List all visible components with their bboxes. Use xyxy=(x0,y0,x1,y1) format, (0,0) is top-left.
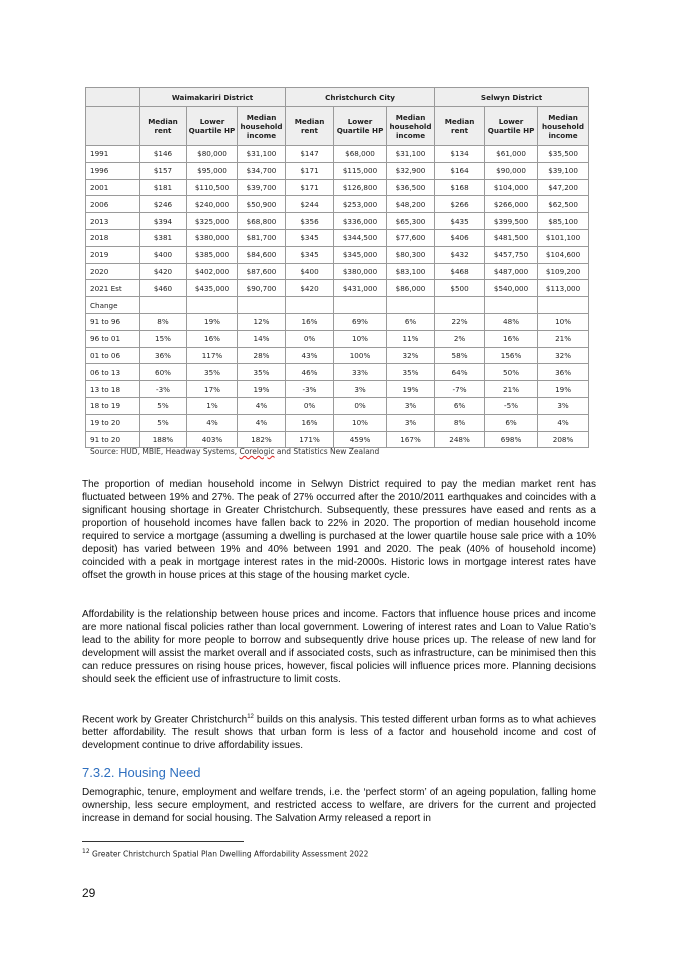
table-cell: 15% xyxy=(140,330,187,347)
table-cell: 28% xyxy=(238,347,286,364)
table-cell: $164 xyxy=(435,162,485,179)
table-row xyxy=(86,162,589,179)
table-cell: 64% xyxy=(435,364,485,381)
table-cell: $435 xyxy=(435,213,485,230)
table-cell: $356 xyxy=(286,213,334,230)
row-label: 01 to 06 xyxy=(86,347,140,364)
paragraph-text: builds on this analysis. This tested different urban forms as to what achieves better affordability. The result shows that urban form is less of a factor and household income and cost of development continue to drive affordability issues. xyxy=(82,714,596,752)
table-cell: $432 xyxy=(435,246,485,263)
column-header: Median household income xyxy=(538,107,589,146)
group-header: Christchurch City xyxy=(286,88,435,107)
change-section-row xyxy=(86,297,589,314)
row-label: 19 to 20 xyxy=(86,414,140,431)
table-cell: 36% xyxy=(140,347,187,364)
table-cell: 16% xyxy=(187,330,238,347)
table-cell: $90,000 xyxy=(485,162,538,179)
table-cell: $399,500 xyxy=(485,213,538,230)
table-cell: 17% xyxy=(187,381,238,398)
table-cell: 698% xyxy=(485,431,538,448)
table-cell: $83,100 xyxy=(387,263,435,280)
table-cell: $500 xyxy=(435,280,485,297)
table-cell: $171 xyxy=(286,179,334,196)
table-cell: $394 xyxy=(140,213,187,230)
table-cell: 3% xyxy=(538,397,589,414)
table-cell: $171 xyxy=(286,162,334,179)
table-cell: 8% xyxy=(435,414,485,431)
table-cell xyxy=(485,297,538,314)
table-cell: 2% xyxy=(435,330,485,347)
table-cell: 4% xyxy=(238,414,286,431)
table-cell: $345,000 xyxy=(334,246,387,263)
table-cell: $420 xyxy=(140,263,187,280)
table-cell: $68,800 xyxy=(238,213,286,230)
table-cell xyxy=(334,297,387,314)
table-cell: 33% xyxy=(334,364,387,381)
table-cell: $385,000 xyxy=(187,246,238,263)
column-header: Median rent xyxy=(140,107,187,146)
table-cell: 6% xyxy=(435,397,485,414)
table-cell: $481,500 xyxy=(485,229,538,246)
table-cell: 11% xyxy=(387,330,435,347)
table-row xyxy=(86,263,589,280)
table-cell: 10% xyxy=(334,330,387,347)
table-cell: $80,300 xyxy=(387,246,435,263)
row-label: 96 to 01 xyxy=(86,330,140,347)
body-paragraph: The proportion of median household income in Selwyn District required to pay the median market rent has fluctuated between 19% and 27%. The peak of 27% occurred after the 2010/2011 earthquakes and coincides with a significant housing shortage in Greater Christchurch. Subsequently, these pressures have eased and rents as a proportion of household incomes have fallen back to 22% in 2020. The proportion of median household income required to service a mortgage (assuming a dwelling is purchased at the lower quartile house sale price with a 10% deposit) has varied between 19% and 40% between 1991 and 2020. The peak (40% of household income) coincided with a peak in mortgage interest rates in the mid-2000s. Historic lows in mortgage interest rates have offset the growth in house prices at this stage of the housing market cycle. xyxy=(82,479,596,581)
table-cell: 32% xyxy=(387,347,435,364)
footnote-text: Greater Christchurch Spatial Plan Dwelling Affordability Assessment 2022 xyxy=(89,849,369,859)
table-cell: $181 xyxy=(140,179,187,196)
table-cell: $380,000 xyxy=(334,263,387,280)
table-cell: $90,700 xyxy=(238,280,286,297)
column-header: Median rent xyxy=(435,107,485,146)
table-cell: $246 xyxy=(140,196,187,213)
row-label: 2006 xyxy=(86,196,140,213)
body-paragraph: Affordability is the relationship between house prices and income. Factors that influence house prices and income are more national fiscal policies rather than local government. Lowering of interest rates and Loan to Value Ratio’s lead to the ability for more people to borrow and subsequently drive house prices up. The release of new land for development will assist the market overall and if associated costs, such as infrastructure, can be minimised then this can reduce pressures on rising house prices, however, fiscal policies will influence prices more. Planning decisions should seek the efficient use of infrastructure to limit costs. xyxy=(82,609,596,685)
table-cell: $104,000 xyxy=(485,179,538,196)
column-header: Median rent xyxy=(286,107,334,146)
table-cell: $345 xyxy=(286,229,334,246)
table-cell xyxy=(238,297,286,314)
table-cell: $400 xyxy=(140,246,187,263)
table-cell: 6% xyxy=(387,313,435,330)
table-cell: $95,000 xyxy=(187,162,238,179)
table-cell: 156% xyxy=(485,347,538,364)
table-cell: $402,000 xyxy=(187,263,238,280)
table-corner-cell xyxy=(86,88,140,107)
table-row xyxy=(86,146,589,163)
table-cell: 35% xyxy=(187,364,238,381)
table-cell: 43% xyxy=(286,347,334,364)
table-row xyxy=(86,196,589,213)
table-cell: $86,000 xyxy=(387,280,435,297)
table-cell xyxy=(286,297,334,314)
table-cell: 8% xyxy=(140,313,187,330)
table-cell: $61,000 xyxy=(485,146,538,163)
column-header: Median household income xyxy=(238,107,286,146)
section-heading: 7.3.2. Housing Need xyxy=(82,765,201,780)
table-cell: $406 xyxy=(435,229,485,246)
table-cell: 14% xyxy=(238,330,286,347)
table-cell: 19% xyxy=(238,381,286,398)
row-label: 2021 Est xyxy=(86,280,140,297)
table-cell: $126,800 xyxy=(334,179,387,196)
table-cell: 5% xyxy=(140,397,187,414)
table-cell: $146 xyxy=(140,146,187,163)
table-cell: 167% xyxy=(387,431,435,448)
table-cell: $253,000 xyxy=(334,196,387,213)
row-label: 18 to 19 xyxy=(86,397,140,414)
table-cell: 16% xyxy=(485,330,538,347)
table-row xyxy=(86,229,589,246)
group-header: Waimakariri District xyxy=(140,88,286,107)
table-cell: 16% xyxy=(286,313,334,330)
table-cell: $39,700 xyxy=(238,179,286,196)
table-cell: 69% xyxy=(334,313,387,330)
table-cell: $457,750 xyxy=(485,246,538,263)
table-cell: 21% xyxy=(538,330,589,347)
table-cell: 208% xyxy=(538,431,589,448)
footnote-mark: 12 xyxy=(82,848,90,855)
table-cell: $266,000 xyxy=(485,196,538,213)
table-cell: $50,900 xyxy=(238,196,286,213)
table-cell: $32,900 xyxy=(387,162,435,179)
table-cell: $336,000 xyxy=(334,213,387,230)
housing-affordability-table-container xyxy=(85,87,588,448)
table-cell: 0% xyxy=(334,397,387,414)
row-label: 91 to 96 xyxy=(86,313,140,330)
table-cell: $344,500 xyxy=(334,229,387,246)
table-cell: $34,700 xyxy=(238,162,286,179)
table-cell: 0% xyxy=(286,397,334,414)
table-cell: $87,600 xyxy=(238,263,286,280)
row-label: 06 to 13 xyxy=(86,364,140,381)
table-cell: $147 xyxy=(286,146,334,163)
table-cell: $266 xyxy=(435,196,485,213)
footnote xyxy=(82,848,368,859)
table-cell: 4% xyxy=(538,414,589,431)
table-cell: $35,500 xyxy=(538,146,589,163)
table-cell xyxy=(187,297,238,314)
table-cell: 117% xyxy=(187,347,238,364)
housing-affordability-table xyxy=(85,87,589,448)
table-cell: -3% xyxy=(286,381,334,398)
table-source-note xyxy=(90,447,379,456)
table-cell: 1% xyxy=(187,397,238,414)
table-cell: 48% xyxy=(485,313,538,330)
row-label: 91 to 20 xyxy=(86,431,140,448)
table-cell: 0% xyxy=(286,330,334,347)
table-cell: 19% xyxy=(538,381,589,398)
table-cell: $325,000 xyxy=(187,213,238,230)
table-cell: $381 xyxy=(140,229,187,246)
column-header: Lower Quartile HP xyxy=(334,107,387,146)
table-cell: 182% xyxy=(238,431,286,448)
table-cell: $157 xyxy=(140,162,187,179)
table-cell: $84,600 xyxy=(238,246,286,263)
table-cell: 12% xyxy=(238,313,286,330)
table-cell xyxy=(140,297,187,314)
table-cell: 22% xyxy=(435,313,485,330)
row-label: 13 to 18 xyxy=(86,381,140,398)
table-row xyxy=(86,414,589,431)
footnote-reference: 12 xyxy=(247,714,254,720)
table-cell: 36% xyxy=(538,364,589,381)
table-cell: 248% xyxy=(435,431,485,448)
page-number: 29 xyxy=(82,886,96,900)
table-row xyxy=(86,213,589,230)
table-cell: $540,000 xyxy=(485,280,538,297)
table-cell: $244 xyxy=(286,196,334,213)
table-cell: $39,100 xyxy=(538,162,589,179)
table-cell: 100% xyxy=(334,347,387,364)
table-cell: 35% xyxy=(238,364,286,381)
table-cell: $31,100 xyxy=(387,146,435,163)
table-row xyxy=(86,313,589,330)
table-cell: -5% xyxy=(485,397,538,414)
row-label: 2013 xyxy=(86,213,140,230)
table-cell: $80,000 xyxy=(187,146,238,163)
row-label: 2018 xyxy=(86,229,140,246)
table-subheader-row xyxy=(86,107,589,146)
table-cell: 16% xyxy=(286,414,334,431)
table-cell: $468 xyxy=(435,263,485,280)
column-header: Lower Quartile HP xyxy=(485,107,538,146)
table-cell: $65,300 xyxy=(387,213,435,230)
table-cell: 3% xyxy=(387,414,435,431)
table-cell: $104,600 xyxy=(538,246,589,263)
table-group-header-row xyxy=(86,88,589,107)
table-cell: 6% xyxy=(485,414,538,431)
table-cell: $380,000 xyxy=(187,229,238,246)
table-cell: 19% xyxy=(387,381,435,398)
table-cell: $85,100 xyxy=(538,213,589,230)
table-cell: 58% xyxy=(435,347,485,364)
table-cell: 171% xyxy=(286,431,334,448)
table-cell: $109,200 xyxy=(538,263,589,280)
table-cell: 459% xyxy=(334,431,387,448)
table-cell: $435,000 xyxy=(187,280,238,297)
row-label: 1996 xyxy=(86,162,140,179)
table-cell: -7% xyxy=(435,381,485,398)
table-cell: 50% xyxy=(485,364,538,381)
table-cell xyxy=(435,297,485,314)
table-cell xyxy=(387,297,435,314)
table-cell: 3% xyxy=(387,397,435,414)
table-cell: $110,500 xyxy=(187,179,238,196)
table-cell: $68,000 xyxy=(334,146,387,163)
table-row xyxy=(86,431,589,448)
table-cell: 10% xyxy=(334,414,387,431)
paragraph-text: Recent work by Greater Christchurch xyxy=(82,714,248,726)
column-header: Lower Quartile HP xyxy=(187,107,238,146)
column-header: Median household income xyxy=(387,107,435,146)
table-cell xyxy=(538,297,589,314)
table-cell: 19% xyxy=(187,313,238,330)
table-row xyxy=(86,381,589,398)
table-cell: $115,000 xyxy=(334,162,387,179)
table-corner-cell xyxy=(86,107,140,146)
table-cell: $400 xyxy=(286,263,334,280)
table-cell: $420 xyxy=(286,280,334,297)
table-row xyxy=(86,246,589,263)
table-cell: 5% xyxy=(140,414,187,431)
table-cell: 60% xyxy=(140,364,187,381)
table-cell: $113,000 xyxy=(538,280,589,297)
table-cell: 35% xyxy=(387,364,435,381)
table-cell: 3% xyxy=(334,381,387,398)
table-cell: $101,100 xyxy=(538,229,589,246)
table-cell: 403% xyxy=(187,431,238,448)
table-cell: 21% xyxy=(485,381,538,398)
table-row xyxy=(86,330,589,347)
row-label: 2020 xyxy=(86,263,140,280)
table-cell: $487,000 xyxy=(485,263,538,280)
row-label: 1991 xyxy=(86,146,140,163)
table-cell: $48,200 xyxy=(387,196,435,213)
table-row xyxy=(86,179,589,196)
table-cell: $47,200 xyxy=(538,179,589,196)
table-cell: 4% xyxy=(238,397,286,414)
source-text: and Statistics New Zealand xyxy=(274,447,380,456)
table-cell: $168 xyxy=(435,179,485,196)
body-paragraph: Demographic, tenure, employment and welfare trends, i.e. the ‘perfect storm’ of an ageing population, falling home ownership, less secure employment, and restricted access to welfare, are drivers for the current and projected increase in demand for social housing. The Salvation Army released a report in xyxy=(82,787,596,824)
table-cell: 32% xyxy=(538,347,589,364)
group-header: Selwyn District xyxy=(435,88,589,107)
table-row xyxy=(86,280,589,297)
row-label: 2001 xyxy=(86,179,140,196)
table-cell: $36,500 xyxy=(387,179,435,196)
table-cell: $431,000 xyxy=(334,280,387,297)
footnote-divider xyxy=(82,841,244,842)
source-text: Source: HUD, MBIE, Headway Systems, xyxy=(90,447,240,456)
source-flagged-word: Corelogic xyxy=(239,447,275,456)
table-cell: $134 xyxy=(435,146,485,163)
table-cell: $81,700 xyxy=(238,229,286,246)
table-cell: -3% xyxy=(140,381,187,398)
table-row xyxy=(86,347,589,364)
table-cell: $31,100 xyxy=(238,146,286,163)
table-cell: 10% xyxy=(538,313,589,330)
table-cell: $345 xyxy=(286,246,334,263)
table-cell: $62,500 xyxy=(538,196,589,213)
table-row xyxy=(86,364,589,381)
body-paragraph xyxy=(82,711,596,752)
change-label: Change xyxy=(86,297,140,314)
table-cell: $460 xyxy=(140,280,187,297)
table-row xyxy=(86,397,589,414)
table-cell: $77,600 xyxy=(387,229,435,246)
table-cell: 188% xyxy=(140,431,187,448)
table-cell: 4% xyxy=(187,414,238,431)
row-label: 2019 xyxy=(86,246,140,263)
table-cell: $240,000 xyxy=(187,196,238,213)
table-cell: 46% xyxy=(286,364,334,381)
